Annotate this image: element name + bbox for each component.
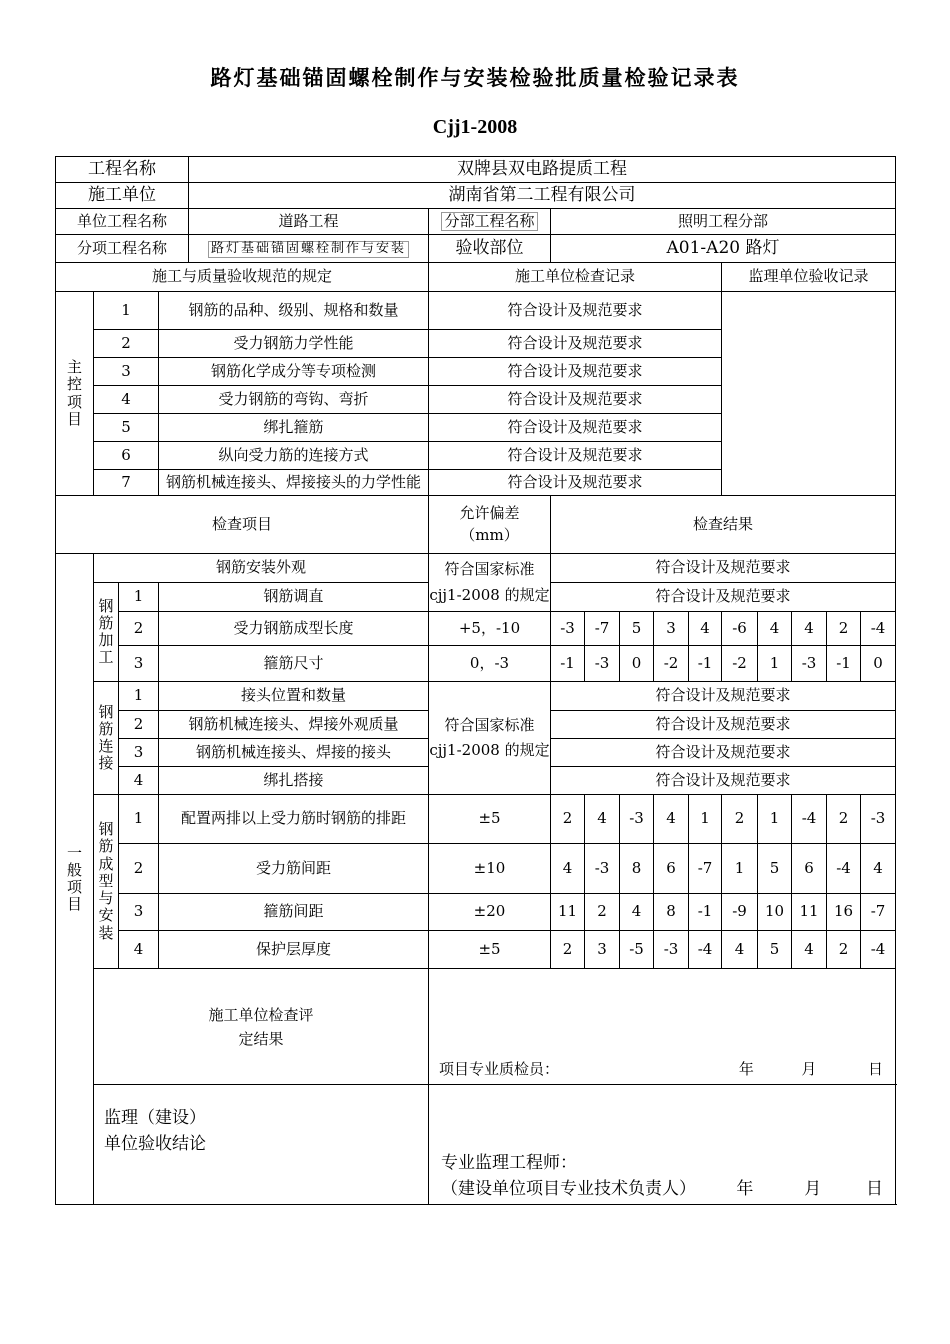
measurement-cell: 0 xyxy=(620,646,654,682)
owner-tech-line xyxy=(441,1176,883,1202)
measurement-cell: 11 xyxy=(551,894,585,931)
engineer-block xyxy=(429,1150,895,1204)
measurement-cell: -3 xyxy=(620,795,654,844)
connection-item-name: 接头位置和数量 xyxy=(159,682,429,711)
processing-char: 工 xyxy=(98,648,114,667)
main-control-char: 主 xyxy=(66,358,82,376)
measurement-cell: 2 xyxy=(551,795,585,844)
installation-item-name: 受力筋间距 xyxy=(159,844,429,894)
measurement-cell: 4 xyxy=(620,894,654,931)
day-label: 日 xyxy=(867,1059,883,1078)
measurement-cell: 2 xyxy=(722,795,758,844)
general-char: 目 xyxy=(66,895,82,914)
installation-char: 安 xyxy=(98,906,114,925)
inspector-date xyxy=(739,1061,883,1078)
main-item-result: 符合设计及规范要求 xyxy=(429,358,722,386)
processing-label xyxy=(94,583,119,682)
general-char: 一 xyxy=(66,843,82,862)
measurement-cell: 5 xyxy=(620,612,654,646)
measurement-cell: 4 xyxy=(792,612,827,646)
main-item-no: 2 xyxy=(94,330,159,358)
measurement-cell: -4 xyxy=(792,795,827,844)
installation-row-1 xyxy=(56,795,896,844)
measurement-cell: 0 xyxy=(861,646,896,682)
installation-char: 型 xyxy=(98,871,114,890)
connection-row-1 xyxy=(56,682,896,711)
main-item-name: 钢筋化学成分等专项检测 xyxy=(159,358,429,386)
sub-project-label-text: 分部工程名称 xyxy=(441,212,537,231)
measurement-cell: 11 xyxy=(792,894,827,931)
measurement-cell: 4 xyxy=(758,612,792,646)
supervisor-date xyxy=(736,1176,883,1202)
year-label: 年 xyxy=(736,1179,754,1199)
installation-item-no: 2 xyxy=(119,844,159,894)
installation-item-name: 箍筋间距 xyxy=(159,894,429,931)
main-control-row-1 xyxy=(56,292,896,330)
measurement-cell: -5 xyxy=(620,931,654,969)
connection-item-result: 符合设计及规范要求 xyxy=(551,767,896,795)
processing-char: 加 xyxy=(98,631,114,649)
installation-row-2 xyxy=(56,844,896,894)
main-item-name: 绑扎箍筋 xyxy=(159,414,429,442)
row-contractor xyxy=(56,183,896,209)
main-item-no: 6 xyxy=(94,442,159,470)
processing-char: 钢 xyxy=(98,596,114,615)
connection-char: 连 xyxy=(98,737,114,755)
main-item-result: 符合设计及规范要求 xyxy=(429,442,722,470)
item-project-label: 分项工程名称 xyxy=(56,235,189,263)
year-label: 年 xyxy=(738,1059,754,1078)
processing-item-name: 箍筋尺寸 xyxy=(159,646,429,682)
main-control-char: 项 xyxy=(66,392,82,411)
item-project-value xyxy=(189,235,429,263)
measurement-cell: -7 xyxy=(585,612,620,646)
measurement-cell: 4 xyxy=(689,612,722,646)
project-name-label: 工程名称 xyxy=(56,157,189,183)
measurement-cell: 3 xyxy=(585,931,620,969)
contractor-value: 湖南省第二工程有限公司 xyxy=(189,183,896,209)
project-name-value: 双牌县双电路提质工程 xyxy=(189,157,896,183)
contractor-signoff-row xyxy=(56,969,896,1085)
measurement-cell: 5 xyxy=(758,931,792,969)
general-row-appearance xyxy=(56,554,896,583)
measurement-cell: -3 xyxy=(861,795,896,844)
main-control-label xyxy=(56,292,94,496)
processing-item-no: 3 xyxy=(119,646,159,682)
installation-row-3 xyxy=(56,894,896,931)
processing-item-tolerance: 0，-3 xyxy=(429,646,551,682)
contractor-label: 施工单位 xyxy=(56,183,189,209)
measurement-cell: -4 xyxy=(689,931,722,969)
processing-item-name: 受力钢筋成型长度 xyxy=(159,612,429,646)
standard-line-2: cjj1-2008 的规定 xyxy=(429,741,550,759)
measurement-cell: -2 xyxy=(722,646,758,682)
row-project-name xyxy=(56,157,896,183)
measurement-cell: 6 xyxy=(654,844,689,894)
row-section-headers xyxy=(56,263,896,292)
main-item-result: 符合设计及规范要求 xyxy=(429,470,722,496)
month-label: 月 xyxy=(804,1179,822,1199)
measurement-cell: 1 xyxy=(722,844,758,894)
measurement-cell: 16 xyxy=(827,894,861,931)
installation-item-tolerance: ±5 xyxy=(429,795,551,844)
check-item-header: 检查项目 xyxy=(56,496,429,554)
unit-project-label: 单位工程名称 xyxy=(56,209,189,235)
installation-item-tolerance: ±20 xyxy=(429,894,551,931)
tolerance-header-text: 允许偏差 xyxy=(459,504,520,523)
measurement-cell: -4 xyxy=(861,931,896,969)
appearance-name: 钢筋安装外观 xyxy=(94,554,429,583)
installation-label xyxy=(94,795,119,969)
measurement-cell: 4 xyxy=(551,844,585,894)
main-item-no: 4 xyxy=(94,386,159,414)
row-unit-project xyxy=(56,209,896,235)
processing-item-name: 钢筋调直 xyxy=(159,583,429,612)
inspection-record-table xyxy=(55,156,896,1205)
measurement-cell: 4 xyxy=(861,844,896,894)
supervisor-record-blank xyxy=(722,292,896,496)
connection-item-no: 2 xyxy=(119,711,159,739)
measurement-cell: 4 xyxy=(792,931,827,969)
main-item-no: 5 xyxy=(94,414,159,442)
installation-char: 与 xyxy=(98,889,114,908)
installation-item-no: 4 xyxy=(119,931,159,969)
general-header-row xyxy=(56,496,896,554)
measurement-cell: 4 xyxy=(722,931,758,969)
installation-char: 成 xyxy=(98,854,114,873)
main-item-result: 符合设计及规范要求 xyxy=(429,292,722,330)
inspector-line xyxy=(429,1061,895,1084)
measurement-cell: 2 xyxy=(551,931,585,969)
day-label: 日 xyxy=(866,1179,883,1199)
supervisor-signoff-row xyxy=(56,1085,896,1205)
measurement-cell: 2 xyxy=(827,795,861,844)
main-item-result: 符合设计及规范要求 xyxy=(429,386,722,414)
main-control-char: 控 xyxy=(66,375,82,394)
appearance-result: 符合设计及规范要求 xyxy=(551,554,896,583)
measurement-cell: 10 xyxy=(758,894,792,931)
contractor-signoff-label xyxy=(94,969,429,1085)
main-item-name: 受力钢筋的弯钩、弯折 xyxy=(159,386,429,414)
processing-standard xyxy=(429,554,551,612)
measurement-cell: -6 xyxy=(722,612,758,646)
measurement-cell: -1 xyxy=(689,894,722,931)
standard-code: Cjj1-2008 xyxy=(432,116,518,138)
measurement-cell: -9 xyxy=(722,894,758,931)
contractor-signoff-label-2: 定结果 xyxy=(238,1029,284,1048)
main-item-no: 1 xyxy=(94,292,159,330)
sub-project-label xyxy=(429,209,551,235)
measurement-cell: 4 xyxy=(585,795,620,844)
tolerance-unit-text: （mm） xyxy=(460,525,519,544)
measurement-cell: 2 xyxy=(827,931,861,969)
standard-line-2: cjj1-2008 的规定 xyxy=(429,585,550,604)
connection-item-result: 符合设计及规范要求 xyxy=(551,711,896,739)
unit-project-value: 道路工程 xyxy=(189,209,429,235)
measurement-cell: -1 xyxy=(827,646,861,682)
connection-label xyxy=(94,682,119,795)
contractor-record-header: 施工单位检查记录 xyxy=(429,263,722,292)
installation-item-name: 配置两排以上受力筋时钢筋的排距 xyxy=(159,795,429,844)
location-label: 验收部位 xyxy=(429,235,551,263)
measurement-cell: 1 xyxy=(758,646,792,682)
measurement-cell: -4 xyxy=(827,844,861,894)
installation-item-tolerance: ±10 xyxy=(429,844,551,894)
general-char: 般 xyxy=(66,860,82,879)
standard-line-1: 符合国家标准 xyxy=(444,715,535,734)
measurement-cell: -7 xyxy=(861,894,896,931)
connection-item-name: 钢筋机械连接头、焊接外观质量 xyxy=(159,711,429,739)
processing-item-result: 符合设计及规范要求 xyxy=(551,583,896,612)
processing-item-no: 2 xyxy=(119,612,159,646)
check-result-header: 检查结果 xyxy=(551,496,896,554)
main-item-name: 钢筋机械连接头、焊接接头的力学性能 xyxy=(159,470,429,496)
measurement-cell: -3 xyxy=(585,646,620,682)
measurement-cell: -2 xyxy=(654,646,689,682)
installation-item-tolerance: ±5 xyxy=(429,931,551,969)
measurement-cell: 1 xyxy=(758,795,792,844)
measurement-cell: -4 xyxy=(861,612,896,646)
contractor-signoff-label-1: 施工单位检查评 xyxy=(208,1005,314,1024)
connection-item-result: 符合设计及规范要求 xyxy=(551,739,896,767)
measurement-cell: -3 xyxy=(585,844,620,894)
connection-char: 筋 xyxy=(98,719,114,738)
spec-header: 施工与质量验收规范的规定 xyxy=(56,263,429,292)
location-value: A01-A20 路灯 xyxy=(551,235,896,263)
measurement-cell: 2 xyxy=(827,612,861,646)
installation-char: 钢 xyxy=(98,820,114,839)
measurement-cell: -3 xyxy=(792,646,827,682)
measurement-cell: 5 xyxy=(758,844,792,894)
measurement-cell: 2 xyxy=(585,894,620,931)
installation-item-no: 1 xyxy=(119,795,159,844)
processing-row-2 xyxy=(56,612,896,646)
installation-char: 筋 xyxy=(98,837,114,856)
connection-item-no: 1 xyxy=(119,682,159,711)
contractor-signoff-area xyxy=(429,969,896,1085)
measurement-cell: 8 xyxy=(620,844,654,894)
connection-standard xyxy=(429,682,551,795)
installation-item-name: 保护层厚度 xyxy=(159,931,429,969)
sub-project-value: 照明工程分部 xyxy=(551,209,896,235)
processing-char: 筋 xyxy=(98,613,114,632)
tolerance-header xyxy=(429,496,551,554)
measurement-cell: -3 xyxy=(551,612,585,646)
processing-item-no: 1 xyxy=(119,583,159,612)
measurement-cell: -7 xyxy=(689,844,722,894)
inspector-label: 项目专业质检员： xyxy=(439,1059,560,1078)
installation-item-no: 3 xyxy=(119,894,159,931)
connection-item-name: 绑扎搭接 xyxy=(159,767,429,795)
item-project-value-text: 路灯基础锚固螺栓制作与安装 xyxy=(208,241,409,258)
general-char: 项 xyxy=(66,878,82,896)
processing-row-3 xyxy=(56,646,896,682)
measurement-cell: 4 xyxy=(654,795,689,844)
supervisor-signoff-label-1: 监理（建设） xyxy=(104,1108,206,1128)
main-item-result: 符合设计及规范要求 xyxy=(429,414,722,442)
supervisor-signoff-label xyxy=(94,1085,429,1205)
connection-item-no: 3 xyxy=(119,739,159,767)
engineer-label: 专业监理工程师： xyxy=(441,1153,577,1173)
installation-char: 装 xyxy=(98,923,114,942)
connection-char: 接 xyxy=(98,754,114,773)
main-control-char: 目 xyxy=(66,409,82,428)
measurement-cell: 6 xyxy=(792,844,827,894)
main-item-name: 钢筋的品种、级别、规格和数量 xyxy=(159,292,429,330)
owner-tech-label: （建设单位项目专业技术负责人） xyxy=(441,1179,696,1199)
main-item-name: 纵向受力筋的连接方式 xyxy=(159,442,429,470)
main-item-name: 受力钢筋力学性能 xyxy=(159,330,429,358)
main-item-no: 7 xyxy=(94,470,159,496)
supervisor-signoff-area xyxy=(429,1085,896,1205)
measurement-cell: -1 xyxy=(689,646,722,682)
supervisor-signoff-label-2: 单位验收结论 xyxy=(104,1134,206,1154)
connection-item-result: 符合设计及规范要求 xyxy=(551,682,896,711)
main-item-no: 3 xyxy=(94,358,159,386)
measurement-cell: 3 xyxy=(654,612,689,646)
main-item-result: 符合设计及规范要求 xyxy=(429,330,722,358)
connection-char: 钢 xyxy=(98,702,114,721)
standard-line-1: 符合国家标准 xyxy=(444,560,535,579)
measurement-cell: -1 xyxy=(551,646,585,682)
row-item-project xyxy=(56,235,896,263)
measurement-cell: 8 xyxy=(654,894,689,931)
supervisor-record-header: 监理单位验收记录 xyxy=(722,263,896,292)
measurement-cell: -3 xyxy=(654,931,689,969)
document-title: 路灯基础锚固螺栓制作与安装检验批质量检验记录表 xyxy=(210,66,740,90)
connection-item-no: 4 xyxy=(119,767,159,795)
general-label xyxy=(56,554,94,1205)
installation-row-4 xyxy=(56,931,896,969)
processing-item-tolerance: +5，-10 xyxy=(429,612,551,646)
connection-item-name: 钢筋机械连接头、焊接的接头 xyxy=(159,739,429,767)
measurement-cell: 1 xyxy=(689,795,722,844)
month-label: 月 xyxy=(801,1059,817,1078)
